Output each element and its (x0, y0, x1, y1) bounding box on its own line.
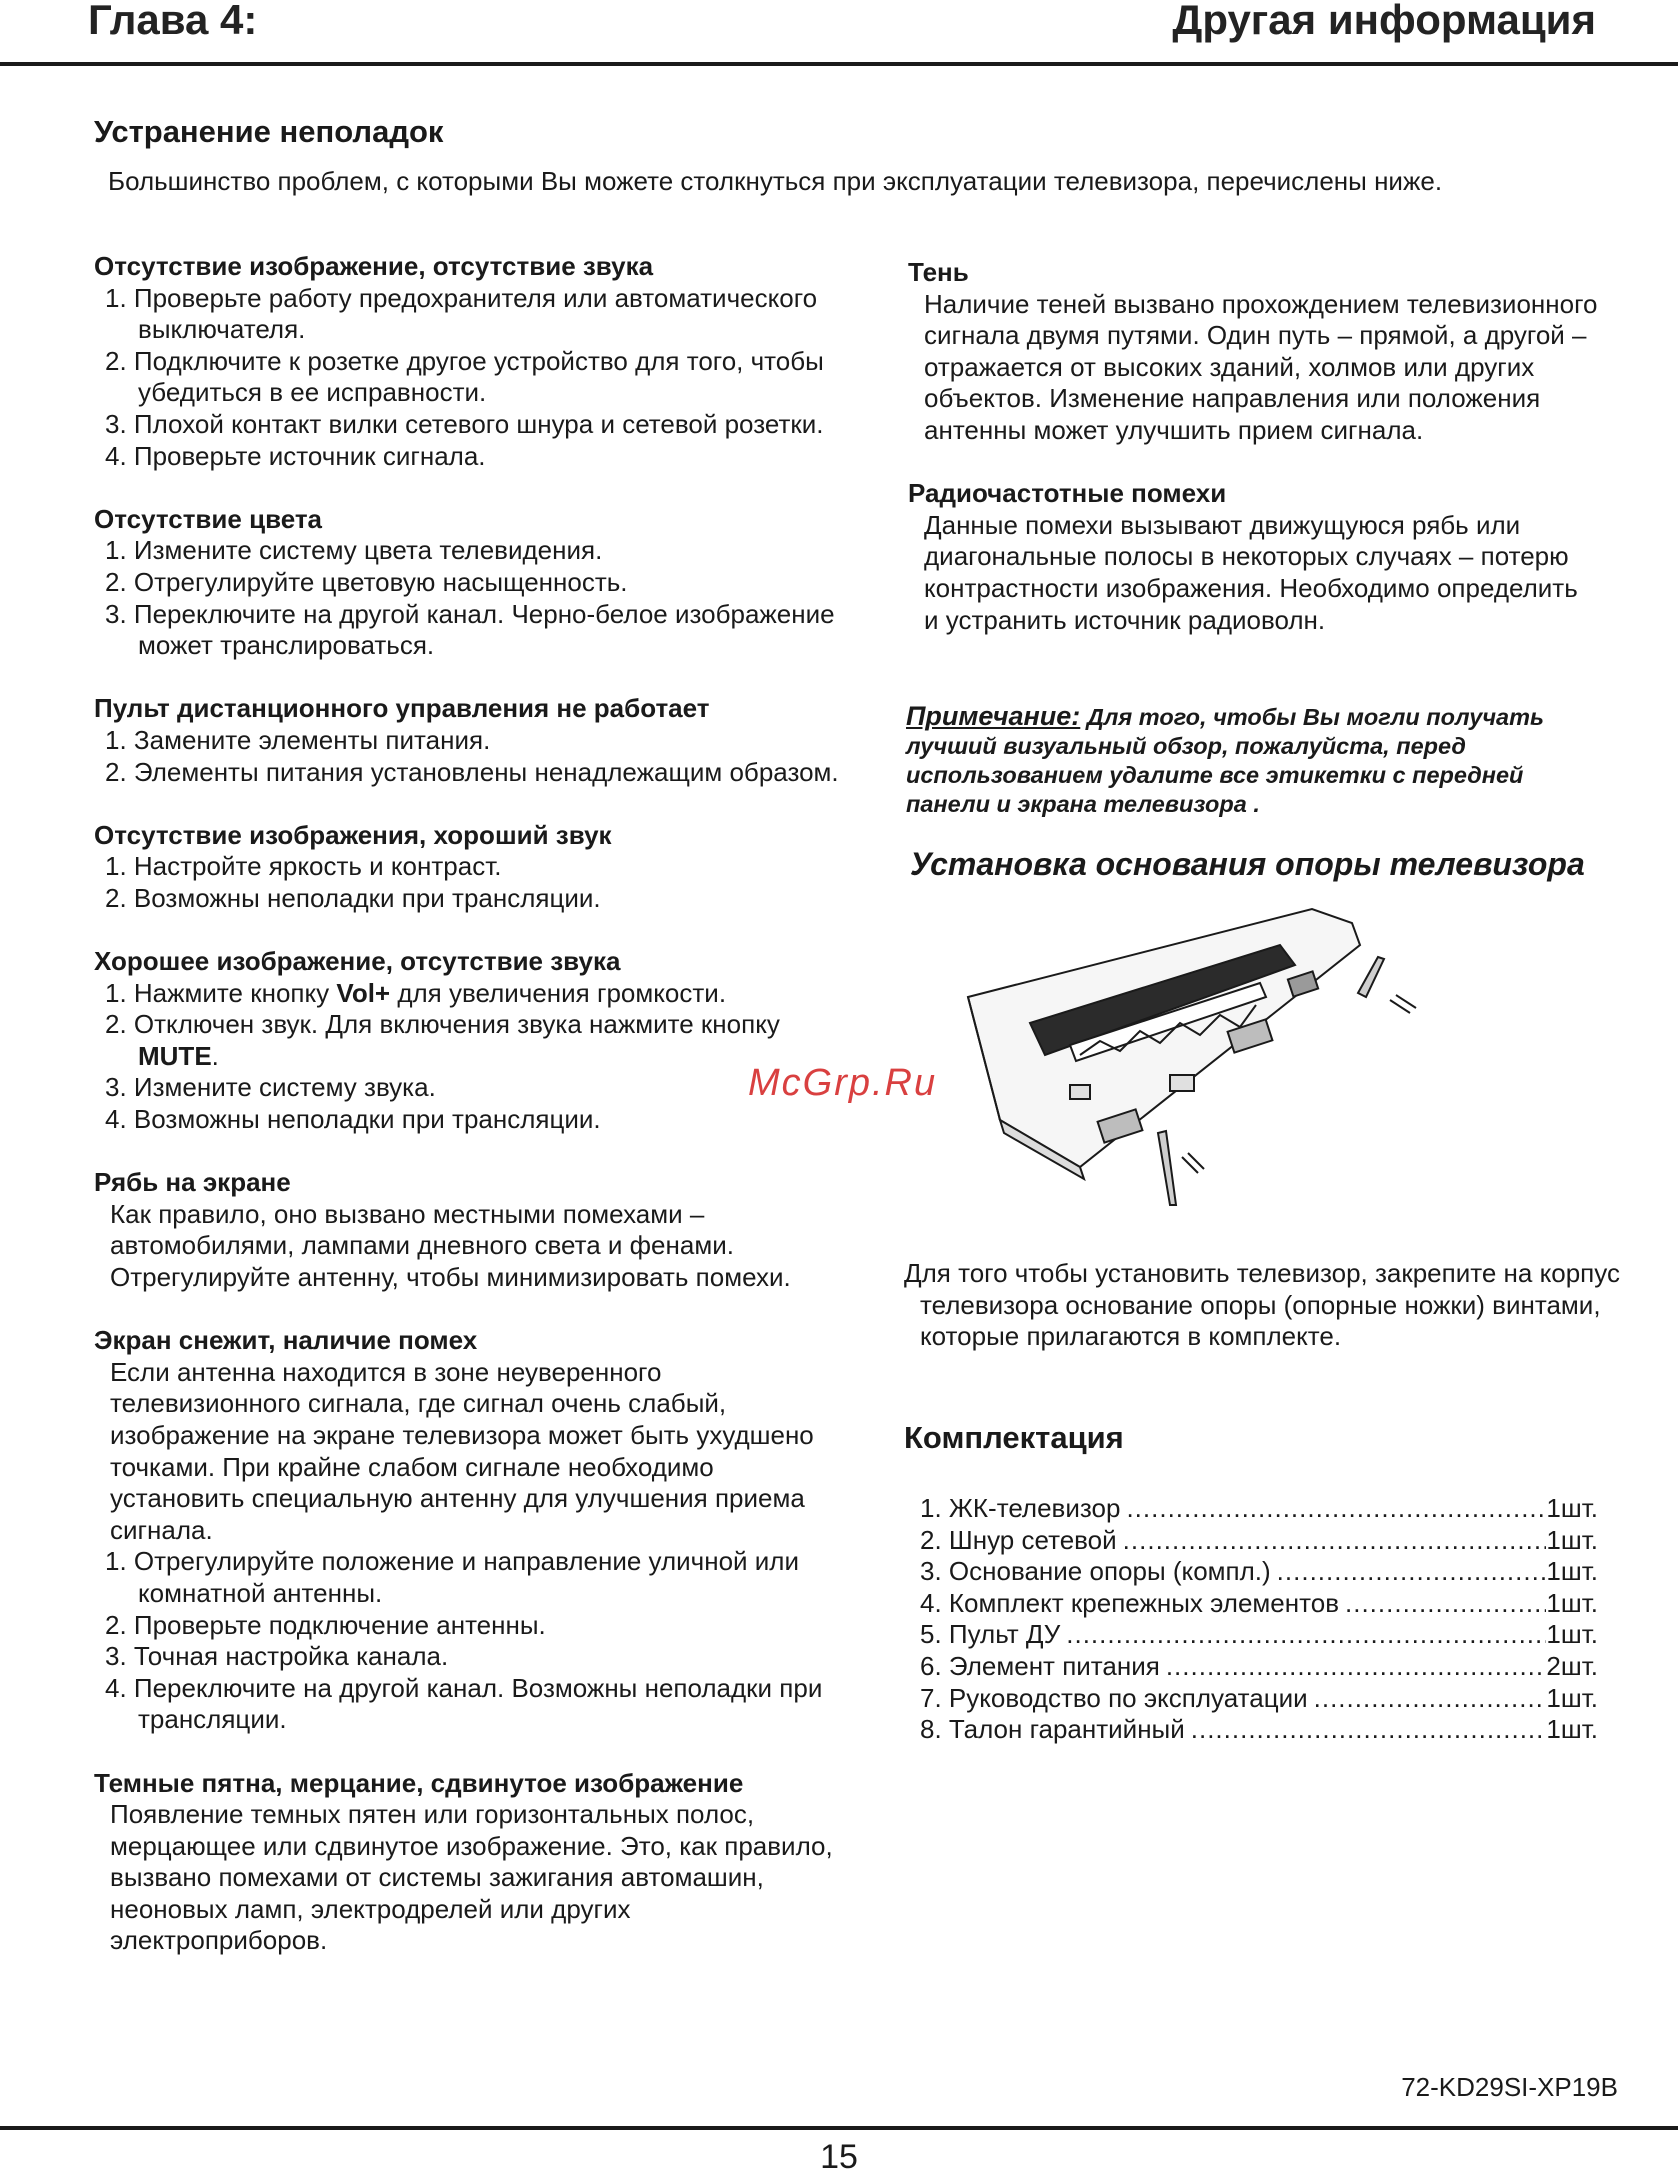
list-item (920, 1683, 1598, 1715)
kit-item-qty: 1шт. (1546, 1556, 1598, 1587)
list-item (920, 1651, 1598, 1683)
kit-item-label: 1. ЖК-телевизор (920, 1493, 1121, 1523)
section-title: Рябь на экране (94, 1167, 291, 1198)
kit-item-label: 2. Шнур сетевой (920, 1524, 1117, 1555)
list-item (920, 1493, 1598, 1525)
list-item (920, 1556, 1598, 1588)
list-item: 2. Отключен звук. Для включения звука нажмите кнопку MUTE. (105, 1009, 780, 1071)
leader-dots (1339, 1588, 1546, 1620)
section-no-color (94, 504, 854, 662)
section-title: Хорошее изображение, отсутствие звука (94, 946, 621, 977)
section-title: Экран снежит, наличие помех (94, 1325, 478, 1356)
watermark: McGrp.Ru (748, 1062, 938, 1104)
section-no-picture-good-sound (94, 820, 854, 915)
section-title: Отсутствие изображения, хороший звук (94, 819, 612, 850)
section-ghosting (908, 257, 1598, 447)
right-column (908, 257, 1598, 636)
leader-dots (1160, 1651, 1547, 1683)
section-snow-noise (94, 1325, 854, 1736)
leader-dots (1117, 1525, 1547, 1557)
tv-stand-illustration (960, 905, 1520, 1225)
section-title: Пульт дистанционного управления не работает (94, 693, 710, 724)
page-title: Другая информация (1172, 0, 1596, 43)
section-title: Отсутствие цвета (94, 503, 323, 534)
section-no-picture-no-sound (94, 251, 854, 472)
list-item (920, 1588, 1598, 1620)
kit-item-qty: 1шт. (1546, 1524, 1598, 1555)
list-item: 2. Проверьте подключение антенны. (105, 1609, 546, 1640)
section-screen-ripple (94, 1167, 854, 1293)
list-item: 4. Переключите на другой канал. Возможны неполадки при трансляции. (105, 1672, 823, 1735)
troubleshooting-intro: Большинство проблем, с которыми Вы можете столкнуться при эксплуатации телевизора, перечислены ниже. (108, 166, 1443, 196)
kit-item-qty: 1шт. (1546, 1714, 1598, 1745)
section-text: Если антенна находится в зоне неуверенного телевизионного сигнала, где сигнал очень слабый, изображение на экране телевизора может быть ухудшено точками. При крайне слабом сигнале необходимо установить специальную антенну для улучшения приема сигнала. (110, 1356, 814, 1545)
section-text: Появление темных пятен или горизонтальных полос, мерцающее или сдвинутое изображение. Это, как правило, вызвано помехами от системы зажигания автомашин, неоновых ламп, электродрелей или других электроприборов. (110, 1799, 833, 1956)
list-item (920, 1619, 1598, 1651)
section-text: Как правило, оно вызвано местными помехами – автомобилями, лампами дневного света и фенами. Отрегулируйте антенну, чтобы минимизировать помехи. (110, 1198, 791, 1292)
kit-item-qty: 1шт. (1546, 1682, 1598, 1713)
header-rule (0, 62, 1678, 66)
kit-item-qty: 1шт. (1546, 1619, 1598, 1650)
list-item: 3. Измените систему звука. (105, 1072, 436, 1103)
kit-item-qty: 2шт. (1546, 1650, 1598, 1681)
leader-dots (1060, 1619, 1546, 1651)
kit-item-label: 7. Руководство по эксплуатации (920, 1682, 1308, 1713)
section-title: Тень (908, 257, 969, 287)
troubleshooting-title: Устранение неполадок (94, 114, 444, 149)
list-item: 3. Переключите на другой канал. Черно-белое изображение может транслироваться. (105, 598, 835, 661)
list-item: 2. Отрегулируйте цветовую насыщенность. (105, 566, 628, 597)
left-column (94, 251, 854, 1957)
list-item: 1. Измените систему цвета телевидения. (105, 535, 603, 566)
list-item: 1. Замените элементы питания. (105, 724, 491, 755)
leader-dots (1120, 1493, 1546, 1525)
page-number: 15 (820, 2138, 858, 2176)
install-description: Для того чтобы установить телевизор, закрепите на корпус телевизора основание опоры (опорные ножки) винтами, которые прилагаются в комплекте. (904, 1258, 1620, 1352)
kit-list (920, 1493, 1598, 1746)
note-text: Для того, чтобы Вы могли получать лучший визуальный обзор, пожалуйста, перед использованием удалите все этикетки с передней панели и экрана телевизора . (906, 704, 1544, 817)
list-item: 2. Возможны неполадки при трансляции. (105, 882, 601, 913)
list-item: 2. Подключите к розетке другое устройство для того, чтобы убедиться в ее исправности. (105, 345, 824, 408)
kit-title: Комплектация (904, 1420, 1124, 1455)
note-block (906, 702, 1606, 819)
list-item (920, 1525, 1598, 1557)
list-item: 3. Плохой контакт вилки сетевого шнура и сетевой розетки. (105, 408, 824, 439)
section-remote-not-working (94, 693, 854, 788)
install-text (904, 1258, 1624, 1353)
kit-item-label: 3. Основание опоры (компл.) (920, 1556, 1271, 1587)
leader-dots (1185, 1714, 1547, 1746)
leader-dots (1308, 1683, 1547, 1715)
list-item: 1. Нажмите кнопку Vol+ для увеличения громкости. (105, 977, 727, 1008)
list-item: 4. Проверьте источник сигнала. (105, 440, 486, 471)
chapter-label: Глава 4: (88, 0, 258, 43)
kit-item-qty: 1шт. (1546, 1493, 1598, 1523)
footer-rule (0, 2126, 1678, 2130)
section-text: Наличие теней вызвано прохождением телевизионного сигнала двумя путями. Один путь – прямой, а другой – отражается от высоких зданий, холмов или других объектов. Изменение направления или положения антенны может улучшить прием сигнала. (924, 288, 1598, 445)
list-item: 1. Настройте яркость и контраст. (105, 851, 502, 882)
section-title: Отсутствие изображение, отсутствие звука (94, 251, 654, 281)
section-title: Темные пятна, мерцание, сдвинутое изображение (94, 1767, 744, 1798)
kit-item-label: 5. Пульт ДУ (920, 1619, 1061, 1650)
list-item: 1. Отрегулируйте положение и направление уличной или комнатной антенны. (105, 1546, 800, 1608)
kit-item-qty: 1шт. (1546, 1587, 1598, 1618)
list-item (920, 1714, 1598, 1746)
install-title: Установка основания опоры телевизора (910, 846, 1585, 882)
section-dark-spots (94, 1768, 854, 1958)
section-good-picture-no-sound (94, 946, 854, 1136)
kit-item-label: 4. Комплект крепежных элементов (920, 1587, 1340, 1618)
section-text: Данные помехи вызывают движущуюся рябь или диагональные полосы в некоторых случаях – потерю контрастности изображения. Необходимо определить и устранить источник радиоволн. (924, 509, 1578, 635)
leader-dots (1271, 1556, 1547, 1588)
list-item: 1. Проверьте работу предохранителя или автоматического выключателя. (105, 282, 818, 345)
kit-item-label: 6. Элемент питания (920, 1650, 1160, 1681)
kit-item-label: 8. Талон гарантийный (920, 1714, 1185, 1745)
list-item: 3. Точная настройка канала. (105, 1641, 449, 1672)
note-label: Примечание: (906, 701, 1081, 731)
model-number: 72-KD29SI-XP19B (1401, 2072, 1618, 2102)
section-title: Радиочастотные помехи (908, 478, 1227, 509)
section-rf-interference (908, 478, 1598, 636)
list-item: 2. Элементы питания установлены ненадлежащим образом. (105, 756, 839, 787)
list-item: 4. Возможны неполадки при трансляции. (105, 1104, 601, 1135)
